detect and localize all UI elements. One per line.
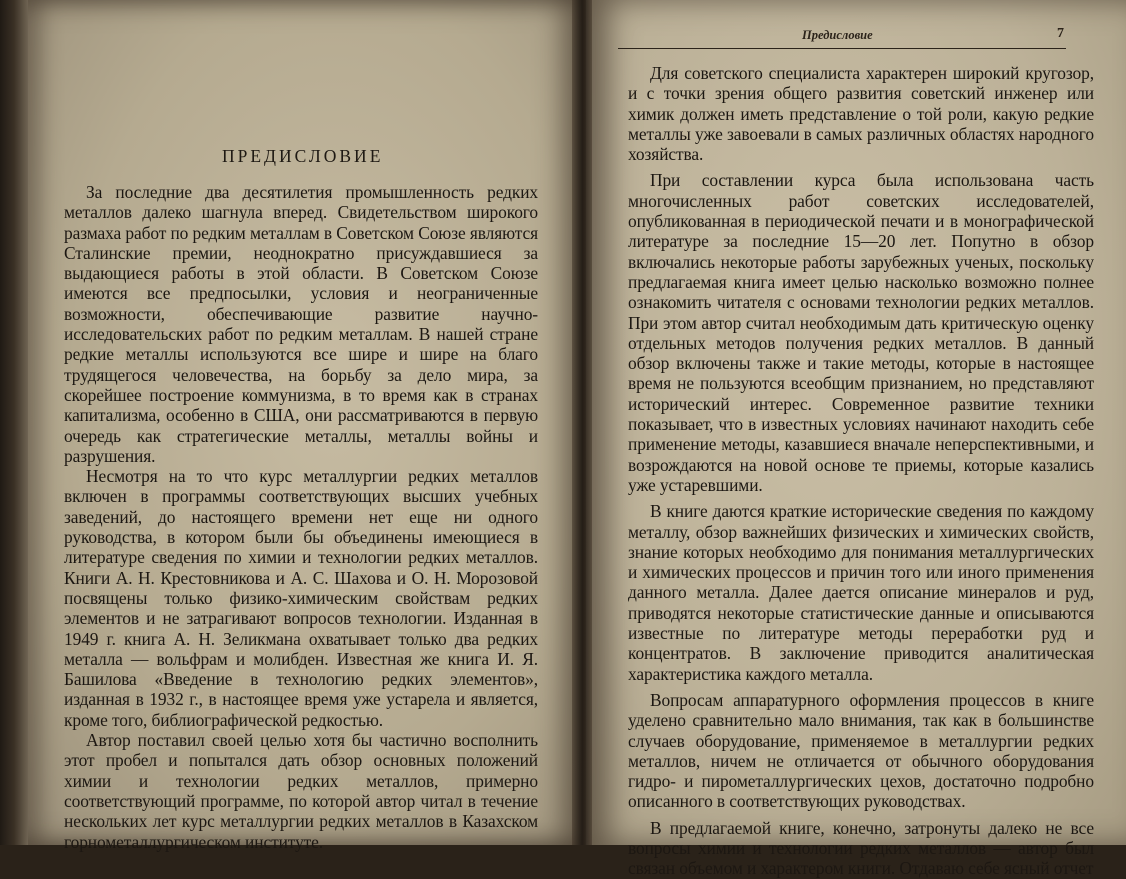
left-paragraph-2: Несмотря на то что курс металлургии редких металлов включен в программы соответствующих высших учебных заведений, до настоящего времени нет еще ни одного руководства, в котором были бы объединены имеющиеся в литературе сведения по химии и технологии редких металлов. Книги А. Н. Крестовникова и А. С. Шахова и О. Н. Морозовой посвящены только физико-химическим свойствам редких элементов и не затрагивают вопросов технологии. Изданная в 1949 г. книга А. Н. Зеликмана охватывает только два редких металла — вольфрам и молибден. Известная же книга И. Я. Башилова «Введение в технологию редких элементов», изданная в 1932 г., в настоящее время уже устарела и является, кроме того, библиографической редкостью. xyxy=(64,466,538,730)
chapter-heading: ПРЕДИСЛОВИЕ xyxy=(222,146,384,166)
right-paragraph-1: Для советского специалиста характерен широкий кругозор, и с точки зрения общего развития советский инженер или химик должен иметь представление о той роли, какую редкие металлы уже завоевали в самых различных областях народного хозяйства. xyxy=(628,63,1094,165)
right-paragraph-3: В книге даются краткие исторические сведения по каждому металлу, обзор важнейших физических и химических свойств, знание которых необходимо для понимания металлургических и химических процессов и причин того или иного применения данного металла. Далее дается описание минералов и руд, приводятся некоторые статистические данные и описываются известные по литературе методы переработки руд и концентратов. В заключение приводится аналитическая характеристика каждого металла. xyxy=(628,501,1094,684)
running-header xyxy=(618,26,1066,49)
book-gutter xyxy=(572,0,592,845)
right-page-text xyxy=(628,63,1094,879)
running-title: Предисловие xyxy=(802,28,873,42)
left-paragraph-3: Автор поставил своей целью хотя бы частично восполнить этот пробел и попытался дать обзор основных положений химии и технологии редких металлов, примерно соответствующий программе, по которой автор читал в течение нескольких лет курс металлургии редких металлов в Казахском горнометаллургическом институте. xyxy=(64,730,538,852)
page-number: 7 xyxy=(1057,26,1064,41)
right-paragraph-4: Вопросам аппаратурного оформления процессов в книге уделено сравнительно мало внимания, так как в большинстве случаев оборудование, применяемое в металлургии редких металлов, ничем не отличается от обычного оборудования гидро- и пирометаллургических цехов, достаточно подробно описанного в соответствующих руководствах. xyxy=(628,689,1094,812)
left-paragraph-1: За последние два десятилетия промышленность редких металлов далеко шагнула вперед. Свидетельством широкого размаха работ по редким металлам в Советском Союзе являются Сталинские премии, неоднократно присуждавшиеся за выдающиеся работы в этой области. В Советском Союзе имеются все предпосылки, условия и неограниченные возможности, обеспечивающие развитие научно-исследовательских работ по редким металлам. В нашей стране редкие металлы используются все шире и шире на благо трудящегося человечества, на борьбу за дело мира, за скорейшее построение коммунизма, в то время как в странах капитализма, особенно в США, они рассматриваются в первую очередь как стратегические металлы, металлы войны и разрушения. xyxy=(64,182,538,466)
right-paragraph-5: В предлагаемой книге, конечно, затронуты далеко не все вопросы химии и технологии редких металлов — автор был связан объемом и характером книги. Отдаваю себе ясный отчет xyxy=(628,817,1094,879)
right-paragraph-2: При составлении курса была использована часть многочисленных работ советских исследователей, опубликованная в периодической печати и в монографической литературе за последние 15—20 лет. Попутно в обзор включались некоторые работы зарубежных ученых, поскольку предлагаемая книга имеет целью насколько возможно полнее ознакомить читателя с основами технологии редких металлов. При этом автор считал необходимым дать критическую оценку отдельных методов получения редких металлов. В данный обзор включены также и такие методы, которые в настоящее время не пользуются всеобщим признанием, но представляют исторический интерес. Современное развитие техники показывает, что в известных условиях начинают находить себе применение методы, казавшиеся вначале неперспективными, и возрождаются на новой основе те приемы, которые казались уже устаревшими. xyxy=(628,170,1094,495)
left-page-text xyxy=(64,182,538,852)
